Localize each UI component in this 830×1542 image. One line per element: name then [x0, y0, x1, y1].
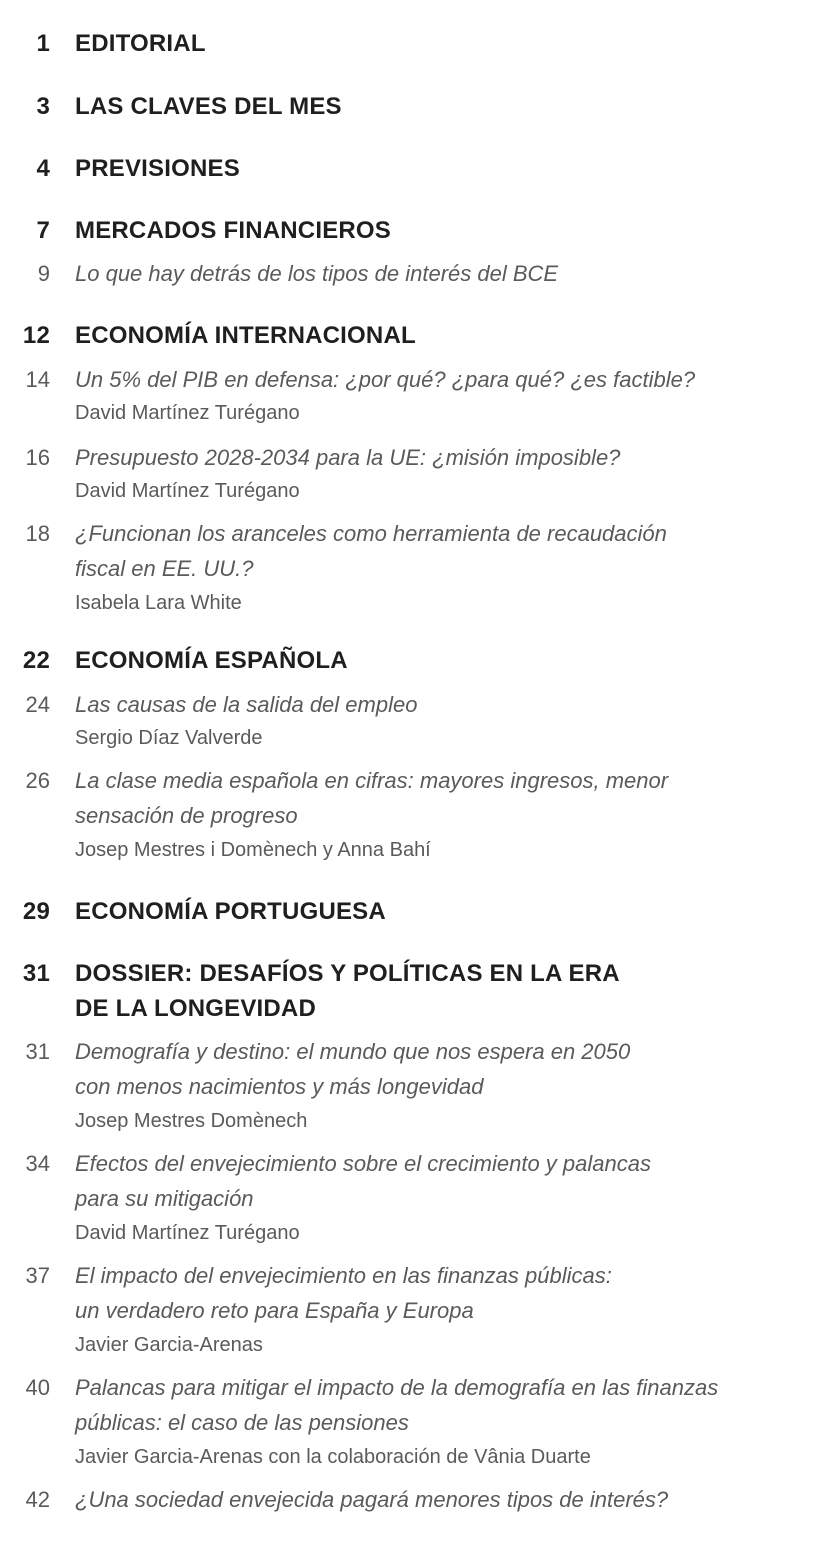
- article-author: Javier Garcia-Arenas: [75, 1334, 263, 1356]
- section-title: EDITORIAL: [75, 30, 206, 57]
- section-title: MERCADOS FINANCIEROS: [75, 217, 392, 244]
- section-title: ECONOMÍA ESPAÑOLA: [75, 647, 348, 674]
- article-author: David Martínez Turégano: [75, 480, 300, 502]
- section-page-number: 12: [22, 322, 50, 349]
- article-title: con menos nacimientos y más longevidad: [75, 1074, 484, 1099]
- article-author: Josep Mestres i Domènech y Anna Bahí: [75, 839, 431, 861]
- article-title: públicas: el caso de las pensiones: [75, 1410, 409, 1435]
- article-title: Lo que hay detrás de los tipos de interés del BCE: [75, 261, 559, 286]
- section-page-number: 1: [36, 30, 50, 57]
- article-title: ¿Funcionan los aranceles como herramienta de recaudación: [75, 521, 667, 546]
- article-title: Un 5% del PIB en defensa: ¿por qué? ¿para qué? ¿es factible?: [75, 367, 696, 392]
- article-author: Josep Mestres Domènech: [75, 1110, 308, 1132]
- article-title: Las causas de la salida del empleo: [75, 692, 418, 717]
- article-author: David Martínez Turégano: [75, 402, 300, 424]
- article-page-number: 42: [25, 1487, 50, 1512]
- article-title: Efectos del envejecimiento sobre el crecimiento y palancas: [75, 1151, 651, 1176]
- article-author: Sergio Díaz Valverde: [75, 727, 263, 749]
- section-title: LAS CLAVES DEL MES: [75, 93, 342, 120]
- article-title: La clase media española en cifras: mayores ingresos, menor: [75, 768, 669, 793]
- article-author: Isabela Lara White: [75, 592, 242, 614]
- article-title: Demografía y destino: el mundo que nos espera en 2050: [75, 1039, 631, 1064]
- section-page-number: 29: [22, 898, 50, 925]
- section-page-number: 22: [22, 647, 50, 674]
- article-page-number: 40: [25, 1375, 50, 1400]
- article-page-number: 34: [25, 1151, 50, 1176]
- article-title: un verdadero reto para España y Europa: [75, 1298, 474, 1323]
- article-page-number: 37: [25, 1263, 50, 1288]
- section-page-number: 3: [36, 93, 50, 120]
- article-author: Javier Garcia-Arenas con la colaboración de Vânia Duarte: [75, 1446, 591, 1468]
- article-page-number: 9: [37, 261, 50, 286]
- article-title: para su mitigación: [75, 1186, 254, 1211]
- article-title: sensación de progreso: [75, 803, 298, 828]
- article-title: Palancas para mitigar el impacto de la demografía en las finanzas: [75, 1375, 719, 1400]
- article-title: El impacto del envejecimiento en las finanzas públicas:: [75, 1263, 612, 1288]
- article-page-number: 24: [25, 692, 50, 717]
- section-page-number: 31: [22, 960, 50, 987]
- section-title: DOSSIER: DESAFÍOS Y POLÍTICAS EN LA ERA: [75, 960, 620, 987]
- section-title: ECONOMÍA PORTUGUESA: [75, 898, 386, 925]
- article-title: fiscal en EE. UU.?: [75, 556, 254, 581]
- section-page-number: 4: [36, 155, 50, 182]
- article-page-number: 16: [25, 445, 50, 470]
- article-page-number: 14: [25, 367, 50, 392]
- article-title: Presupuesto 2028-2034 para la UE: ¿misión imposible?: [75, 445, 621, 470]
- article-author: David Martínez Turégano: [75, 1222, 300, 1244]
- article-page-number: 18: [25, 521, 50, 546]
- section-page-number: 7: [36, 217, 50, 244]
- article-page-number: 26: [25, 768, 50, 793]
- section-title: PREVISIONES: [75, 155, 240, 182]
- section-title: DE LA LONGEVIDAD: [75, 995, 316, 1022]
- article-page-number: 31: [25, 1039, 50, 1064]
- article-title: ¿Una sociedad envejecida pagará menores tipos de interés?: [75, 1487, 669, 1512]
- section-title: ECONOMÍA INTERNACIONAL: [75, 322, 416, 349]
